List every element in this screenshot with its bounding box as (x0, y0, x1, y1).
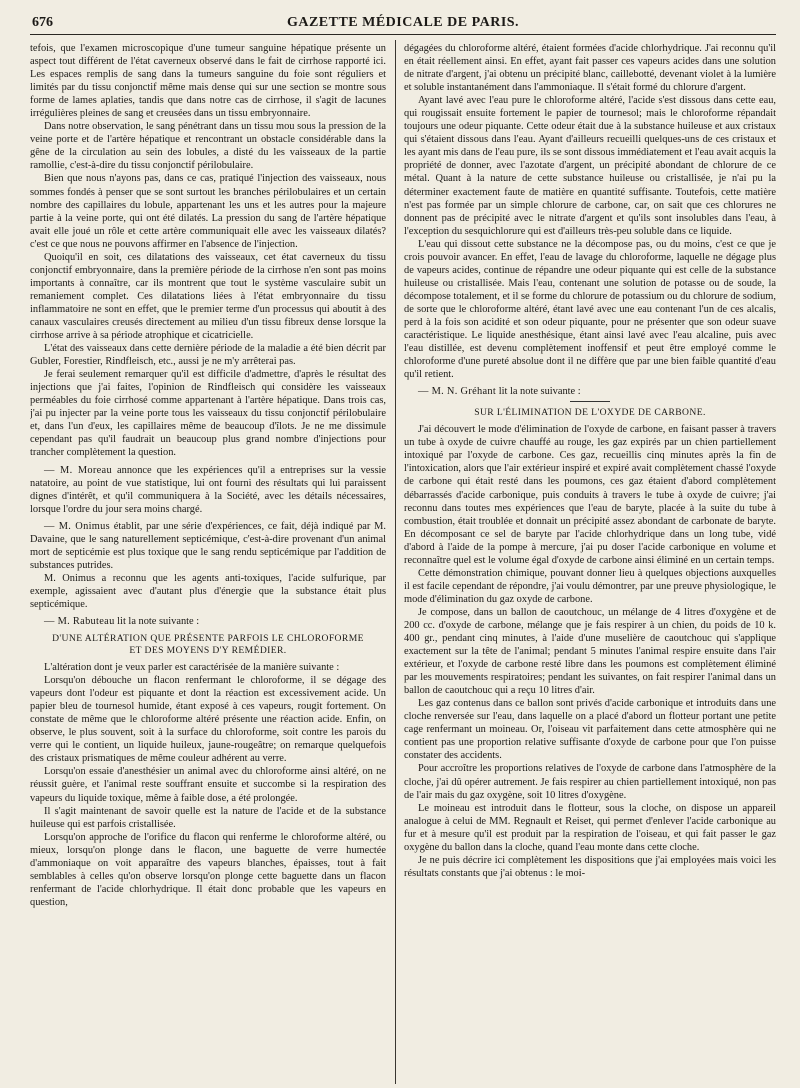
left-column (30, 42, 386, 1084)
speaker-name: — M. Moreau (44, 464, 112, 476)
section-rule (570, 401, 610, 402)
journal-title: GAZETTE MÉDICALE DE PARIS. (286, 15, 520, 30)
paragraph: L'altération dont je veux parler est caractérisée de la manière suivante : (44, 662, 340, 674)
section-title-line: ET DES MOYENS D'Y REMÉDIER. (129, 645, 287, 657)
section-title-line: D'UNE ALTÉRATION QUE PRÉSENTE PARFOIS LE CHLOROFORME (52, 633, 364, 645)
paragraph: J'ai découvert le mode d'élimination de l'oxyde de carbone, en faisant passer à travers un tube à oxyde de cuivre chauffé au rouge, les gaz expirés par un chien partiellement intoxiqué par l'oxyde de carbone. Ces gaz, recueillis cinq minutes après la fin de l'intoxication, alors que l'air extérieur inspiré et expiré avait complètement chassé l'oxyde de carbone qui était resté dans les poumons, ces gaz étaient d'abord complètement débarrassés d'acide carbonique, puis conduits à travers le tube à oxyde de cuivre; j'ai reconnu dans toutes mes expériences que l'eau de baryte, placée à la suite du tube à combustion, était troublée et donnait un précipité assez abondant de carbonate de baryte. En décomposant ce sel de baryte par l'acide chlorhydrique dans un long tube, vidé d'abord à l'aide de la pompe à mercure, j'ai pu doser l'acide carbonique en volume et reconnaître quel est le volume égal d'oxyde de carbone ainsi éliminé en un certain temps. (404, 424, 776, 566)
right-column (404, 42, 776, 1084)
page-number: 676 (32, 15, 53, 30)
paragraph: Dans notre observation, le sang pénétrant dans un tissu mou sous la pression de la veine porte et de l'artère hépatique et rencontrant un obstacle considérable dans la gêne de la circulation au sein des lobules, a disté du les vaisseaux de la partie ramollie, c'est-à-dire du tissu conjonctif périlobulaire. (30, 121, 386, 172)
paragraph: Pour accroître les proportions relatives de l'oxyde de carbone dans l'atmosphère de la cloche, j'ai dû opérer autrement. Je fais respirer au chien partiellement intoxiqué, non pas de l'air mais du gaz oxygène, soit 10 litres d'oxygène. (404, 763, 776, 801)
paragraph: Le moineau est introduit dans le flotteur, sous la cloche, on dispose un appareil analogue à celui de MM. Regnault et Reiset, qui permet d'enlever l'acide carbonique au fur et à mesure qu'il est produit par la respiration de l'oiseau, et qui fait passer le gaz oxygène du ballon dans la cloche, quand l'eau monte dans cette cloche. (404, 802, 776, 853)
paragraph: Les gaz contenus dans ce ballon sont privés d'acide carbonique et introduits dans une cloche renversée sur l'eau, dans laquelle on a placé d'abord un flotteur portant une petite cage renfermant un moineau. Or, l'oiseau vit parfaitement dans cette atmosphère qui ne contient pas une proportion relative suffisante d'oxyde de carbone pour que l'on puisse constater des accidents. (404, 698, 776, 762)
speaker-name: — M. Rabuteau (44, 616, 115, 628)
paragraph: dégagées du chloroforme altéré, étaient formées d'acide chlorhydrique. J'ai reconnu qu'il en était réellement ainsi. En effet, ayant fait passer ces vapeurs acides dans une solution de nitrate d'argent, j'ai obtenu un précipité blanc, caillebotté, devenant violet à la lumière et soluble instantanément dans l'ammoniaque. Il s'était formé du chlorure d'argent. (404, 43, 776, 94)
paragraph: Je ferai seulement remarquer qu'il est difficile d'admettre, d'après le résultat des injections que j'ai faites, l'opinion de Rindfleisch qui considère les vaisseaux perméables du foie cirrhosé comme appartenant à l'artère hépatique. Dans trois cas, j'ai pu injecter par la veine porte tous les vaisseaux du tissu conjonctif périlobulaire et, dans l'un d'eux, les capillaires même de beaucoup d'îlots. Je ne me dissimule cependant pas qu'il faudrait un beaucoup plus grand nombre d'injections pour trancher complètement la question. (30, 369, 386, 459)
paragraph: Ayant lavé avec l'eau pure le chloroforme altéré, l'acide s'est dissous dans cette eau, qui rougissait ensuite fortement le papier de tournesol; mais le chloroforme répandait toujours une odeur piquante. Cette odeur était due à la substance huileuse et aux cristaux qui s'étaient dissous dans l'eau. Ayant d'ailleurs recueilli quelques-uns de ces cristaux et les ayant mis dans de l'eau pure, ils se sont dissous immédiatement et l'eau avait acquis la propriété de donner, avec l'azotate d'argent, un précipité abondant de chlorure de ce métal. Quant à la nature de cette substance huileuse ou cristallisée, je n'ai pu la déterminer exactement faute de matière en quantité suffisante. Toutefois, cette matière n'est pas formée par un simple chlorure de carbone, car, on sait que ces chlorures ne donnent pas de précipité avec le nitrate d'argent et qu'ils sont insolubles dans l'eau, à l'exception du sesquichlorure qui est d'ailleurs très-peu soluble dans ce liquide. (404, 95, 776, 237)
section-title: SUR L'ÉLIMINATION DE L'OXYDE DE CARBONE. (474, 407, 706, 419)
moreau-paragraph (30, 464, 386, 516)
paragraph-text: lit la note suivante : (498, 386, 581, 398)
paragraph: Bien que nous n'ayons pas, dans ce cas, pratiqué l'injection des vaisseaux, nous sommes fondés à penser que se sont surtout les branches périlobulaires et un certain nombre des capillaires du lobule, appartenant les uns et les autres pour la majeure partie à la veine porte, qui ont été dilatés. La pression du sang de l'artère hépatique avait elle joué un rôle et cette artère communiquait elle avec les vaisseaux dilatés? c'est ce que nous ne pouvons affirmer en l'absence de l'injection. (30, 173, 386, 250)
paragraph-text: annonce que les expériences qu'il a entreprises sur la vessie natatoire, au point de vue statistique, lui ont fourni des résultats qui lui paraissent dignes d'intérêt, et qu'il communiquera à la Société, avec les détails nécessaires, lorsque l'ordre du jour sera moins chargé. (30, 464, 386, 515)
paragraph: L'état des vaisseaux dans cette dernière période de la maladie a été bien décrit par Gubler, Forestier, Rindfleisch, etc., aussi je ne m'y arrêterai pas. (30, 343, 386, 368)
paragraph: L'eau qui dissout cette substance ne la décompose pas, ou du moins, c'est ce que je crois pouvoir avancer. En effet, l'eau de lavage du chloroforme, laquelle ne dégage plus de vapeurs acides, continue de répandre une odeur piquante qui est celle de la substance huileuse ou cristallisée. Mais l'eau, contenant une solution de potasse ou de soude, la décompose totalement, et il se forme du chlorure de potassium ou du chlorure de sodium, de sorte que le chloroforme altéré, étant lavé avec une eau contenant l'un de ces alcalis, perd à la fois son acidité et son odeur piquante, pour ne présenter que son odeur suave caractéristique. Le liquide anesthésique, étant ainsi lavé avec l'eau alcaline, puis avec l'eau distillée, est devenu complètement inoffensif et peut être employé comme le chloroforme d'une pureté absolue dont il ne diffère que par une bien faible quantité d'eau qu'il retient. (404, 238, 776, 381)
section-title (30, 633, 386, 657)
paragraph: Quoiqu'il en soit, ces dilatations des vaisseaux, cet état caverneux du tissu conjonctif embryonnaire, dans la première période de la cirrhose n'en sont pas moins importants à connaître, car ils montrent que tout le système vasculaire subit un remaniement complet. Ces dilatations liées à l'état embryonnaire du tissu inflammatoire ne sont en effet, que le premier terme d'un processus qui aboutit à des canaux vasculaires creusés directement au milieu d'un tissu fibreux dense lorsque la cirrhose arrive à sa période atrophique et cicatricielle. (30, 251, 386, 342)
paragraph: Cette démonstration chimique, pouvant donner lieu à quelques objections auxquelles il est facile cependant de répondre, j'ai voulu démontrer, par une preuve physiologique, le mode d'élimination du gaz oxyde de carbone. (404, 567, 776, 605)
speaker-name: — M. Onimus (44, 520, 110, 532)
onimus-paragraph (30, 520, 386, 572)
rabuteau-paragraph (30, 615, 386, 628)
grehant-paragraph (404, 385, 776, 398)
paragraph: Lorsqu'on débouche un flacon renfermant le chloroforme, il se dégage des vapeurs dont l'odeur est piquante et dont la réaction est excessivement acide. Un papier bleu de tournesol humide, étant exposé à ces vapeurs, rougit fortement. On constate de même que le chloroforme altéré présente une réaction acide. Enfin, on observe, le plus souvent, soit à la surface du chloroforme, soit contre les parois du verre qui le contient, un liquide huileux, jaune-rougeâtre; on remarque quelquefois des cristaux prismatiques de même couleur adhérent au verre. (30, 675, 386, 765)
paragraph: M. Onimus a reconnu que les agents anti-toxiques, l'acide sulfurique, par exemple, agissaient avec d'autant plus d'énergie que la substance était plus septicémique. (30, 572, 386, 610)
paragraph: Lorsqu'on approche de l'orifice du flacon qui renferme le chloroforme altéré, ou mieux, lorsqu'on plonge dans le flacon, une baguette de verre humectée d'ammoniaque on voit apparaître des vapeurs blanches, épaisses, tout à fait semblables à celles qu'on observe lorsqu'on plonge cette baguette dans un flacon renfermant de l'acide chlorhydrique. Il était donc probable que les vapeurs en question, (30, 831, 386, 908)
paragraph: Je ne puis décrire ici complètement les dispositions que j'ai employées mais voici les résultats constants que j'ai obtenus : le moi- (404, 854, 776, 879)
paragraph: Il s'agit maintenant de savoir quelle est la nature de l'acide et de la substance huileuse qui est parfois cristallisée. (30, 805, 386, 830)
paragraph: tefois, que l'examen microscopique d'une tumeur sanguine hépatique présente un aspect tout différent de l'état caverneux observé dans le fait de cirrhose rapporté ici. Les espaces remplis de sang dans la tumeurs sanguine du foie sont réguliers et limités par du tissu conjonctif même mais dense qui sur une section se montre sous forme de lames aplaties, tandis que dans notre cas de cirrhose, il s'agit de lacunes irrégulières pleines de sang et creusées dans un tissu embryonnaire. (30, 43, 386, 120)
page-header (30, 12, 776, 35)
paragraph: Je compose, dans un ballon de caoutchouc, un mélange de 4 litres d'oxygène et de 200 cc. d'oxyde de carbone, mélange que je fais respirer à un chien, du poids de 10 k. 400 gr., pendant cinq minutes, à l'aide d'une muselière de caoutchouc qui s'applique exactement sur la tête de l'animal; pendant 5 minutes l'animal respire ensuite dans l'air extérieur, et l'oxyde de carbone resté libre dans les poumons est complètement éliminé par les mouvements respiratoires; pendant les suivantes, on fait respirer l'animal dans un ballon de caoutchouc qui a reçu 10 litres d'air. (404, 606, 776, 697)
speaker-name: — M. N. Gréhant (418, 386, 497, 398)
paragraph: Lorsqu'on essaie d'anesthésier un animal avec du chloroforme ainsi altéré, on ne réussit guère, et l'animal reste souffrant ensuite et succombe si la respiration des vapeurs du liquide toxique, même à faible dose, a été prolongée. (30, 766, 386, 804)
column-divider (395, 40, 396, 1084)
paragraph-text: lit la note suivante : (117, 616, 200, 628)
paragraph-text: établit, par une série d'expériences, ce fait, déjà indiqué par M. Davaine, que le sang naturellement septicémique, c'est-à-dire provenant d'un animal mort de septicémie est plus toxique que le sang rendu septicémique par l'addition de substances putrides. (30, 520, 386, 571)
